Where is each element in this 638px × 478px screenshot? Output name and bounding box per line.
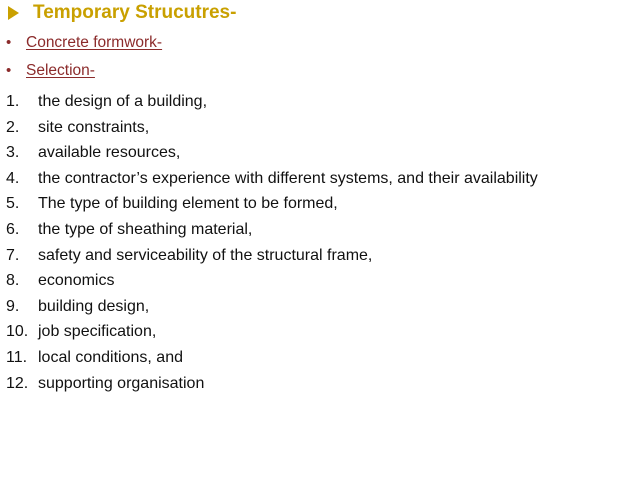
list-text: job specification,	[38, 323, 157, 341]
list-number: 2.	[6, 118, 20, 136]
list-item	[6, 166, 538, 192]
list-item	[6, 268, 538, 294]
list-number: 4.	[6, 169, 20, 187]
list-number: 12.	[6, 374, 29, 392]
selection-factors-list	[6, 89, 538, 396]
list-text: the type of sheathing material,	[38, 220, 253, 238]
bullet-dot-icon: •	[6, 62, 12, 79]
list-number: 5.	[6, 195, 20, 213]
list-text: the contractor’s experience with different systems, and their availability	[38, 169, 538, 187]
arrow-bullet-icon	[8, 6, 19, 20]
list-item	[6, 89, 538, 115]
list-item	[6, 140, 538, 166]
list-item	[6, 115, 538, 141]
list-item	[6, 191, 538, 217]
list-text: site constraints,	[38, 118, 150, 136]
bullet-dot-icon: •	[6, 34, 12, 51]
bullet-text: Concrete formwork-	[26, 34, 163, 51]
list-number: 11.	[6, 348, 28, 366]
list-item	[6, 319, 538, 345]
list-text: local conditions, and	[38, 348, 183, 366]
list-item	[6, 243, 538, 269]
list-number: 6.	[6, 220, 20, 238]
list-number: 10.	[6, 323, 29, 341]
list-text: building design,	[38, 297, 150, 315]
list-item	[6, 217, 538, 243]
list-item	[6, 345, 538, 371]
list-text: economics	[38, 272, 115, 290]
list-item	[6, 371, 538, 397]
list-number: 7.	[6, 246, 20, 264]
list-number: 1.	[6, 93, 20, 110]
list-text: The type of building element to be formed,	[38, 195, 338, 213]
slide-heading	[6, 2, 236, 24]
bullet-text: Selection-	[26, 62, 95, 79]
bullet-item-selection	[6, 62, 95, 80]
bullet-item-formwork	[6, 34, 162, 52]
list-text: supporting organisation	[38, 374, 205, 392]
list-number: 9.	[6, 297, 20, 315]
heading-text: Temporary Strucutres-	[33, 2, 237, 23]
list-text: the design of a building,	[38, 93, 208, 110]
list-number: 3.	[6, 144, 20, 162]
list-text: available resources,	[38, 144, 181, 162]
list-number: 8.	[6, 272, 20, 290]
list-text: safety and serviceability of the structural frame,	[38, 246, 373, 264]
list-item	[6, 294, 538, 320]
